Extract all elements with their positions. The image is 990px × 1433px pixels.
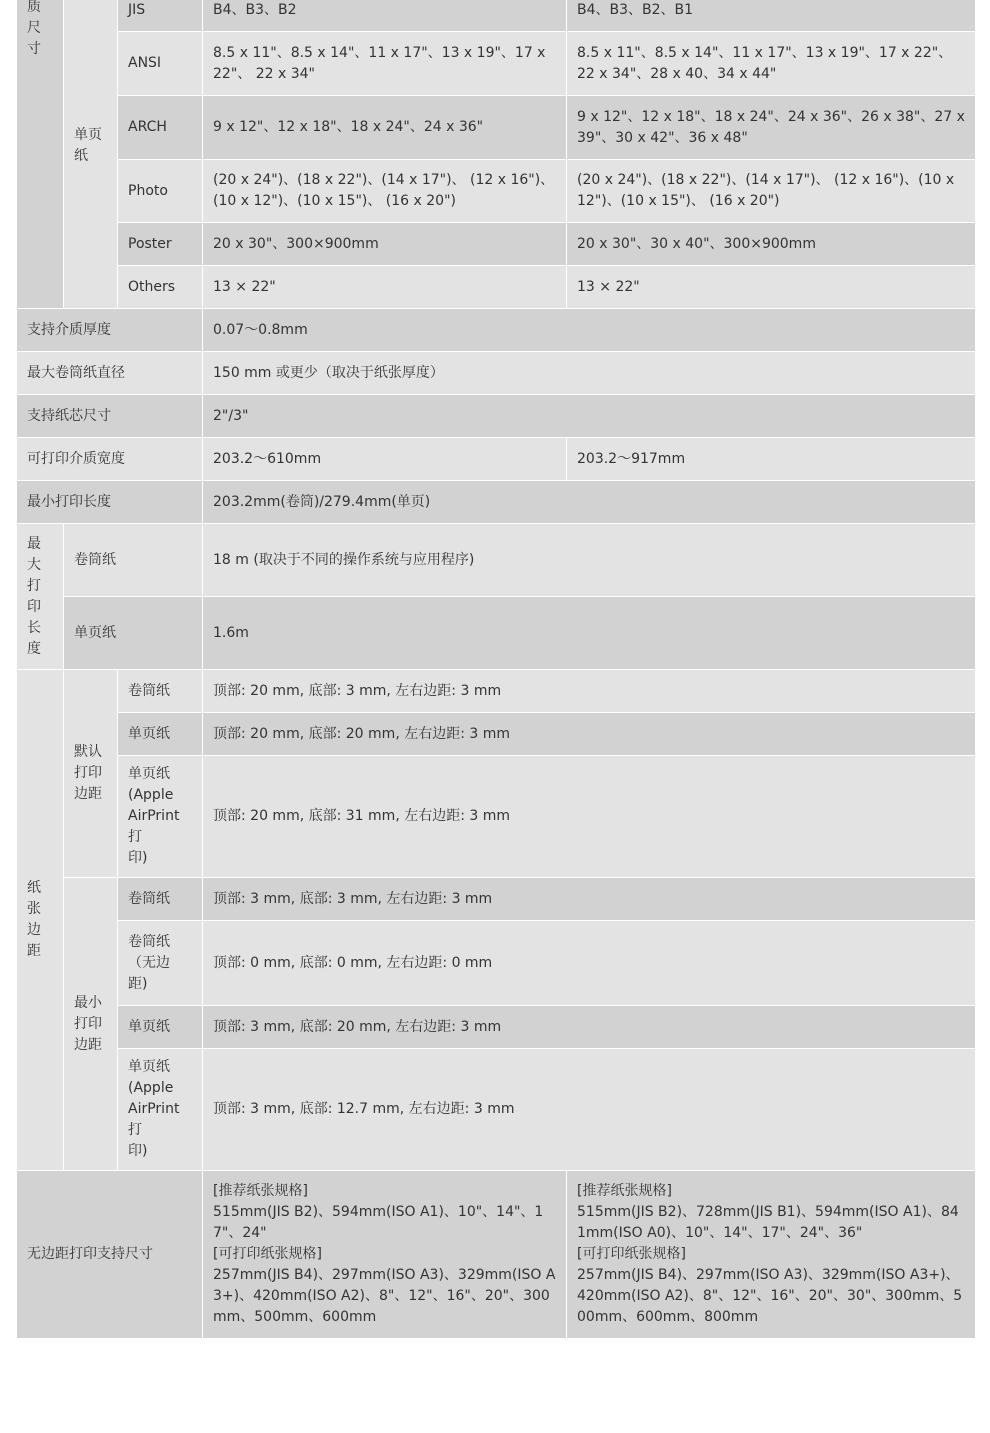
row-label-max-roll: 卷筒纸	[64, 524, 203, 597]
cell-max-roll: 18 m (取决于不同的操作系统与应用程序)	[203, 524, 976, 597]
table-row	[17, 713, 976, 756]
row-label-max-sheet: 单页纸	[64, 597, 203, 670]
cell-default-airprint: 顶部: 20 mm, 底部: 31 mm, 左右边距: 3 mm	[203, 756, 976, 878]
cell-borderless-a: [推荐纸张规格] 515mm(JIS B2)、594mm(ISO A1)、10"、14"、17"、24" [可打印纸张规格] 257mm(JIS B4)、297mm(ISO A3)、329mm(ISO A3+)、420mm(ISO A2)、8"、12"、16"、20"、300mm、500mm、600mm	[203, 1171, 567, 1339]
row-label-ansi: ANSI	[118, 32, 203, 96]
table-row	[17, 524, 976, 597]
margins-category	[17, 670, 64, 1171]
cell-min-length: 203.2mm(卷筒)/279.4mm(单页)	[203, 481, 976, 524]
table-row	[17, 32, 976, 96]
cell-arch-b: 9 x 12"、12 x 18"、18 x 24"、24 x 36"、26 x 38"、27 x 39"、30 x 42"、36 x 48"	[567, 96, 976, 160]
sheet-subcategory	[64, 0, 118, 309]
table-row	[17, 160, 976, 223]
cell-jis-b: B4、B3、B2、B1	[567, 0, 976, 32]
row-label-arch: ARCH	[118, 96, 203, 160]
cell-max-sheet: 1.6m	[203, 597, 976, 670]
cell-jis-a: B4、B3、B2	[203, 0, 567, 32]
cell-core-size: 2"/3"	[203, 395, 976, 438]
table-row	[17, 1006, 976, 1049]
default-margins-label: 默认 打印 边距	[74, 744, 102, 802]
cell-ansi-a: 8.5 x 11"、8.5 x 14"、11 x 17"、13 x 19"、17 x 22"、 22 x 34"	[203, 32, 567, 96]
row-label-min-airprint: 单页纸 (Apple AirPrint打 印)	[118, 1049, 203, 1171]
cell-poster-b: 20 x 30"、30 x 40"、300×900mm	[567, 223, 976, 266]
cell-borderless-b: [推荐纸张规格] 515mm(JIS B2)、728mm(JIS B1)、594mm(ISO A1)、841mm(ISO A0)、10"、14"、17"、24"、36" [可打印纸张规格] 257mm(JIS B4)、297mm(ISO A3)、329mm(ISO A3+)、420mm(ISO A2)、8"、12"、16"、20"、30"、300mm、500mm、600mm、800mm	[567, 1171, 976, 1339]
table-row	[17, 438, 976, 481]
cell-poster-a: 20 x 30"、300×900mm	[203, 223, 567, 266]
cell-photo-a: (20 x 24")、(18 x 22")、(14 x 17")、 (12 x 16")、(10 x 12")、(10 x 15")、 (16 x 20")	[203, 160, 567, 223]
row-label-poster: Poster	[118, 223, 203, 266]
table-row	[17, 1171, 976, 1339]
row-label-default-roll: 卷筒纸	[118, 670, 203, 713]
table-row	[17, 0, 976, 32]
cell-arch-a: 9 x 12"、12 x 18"、18 x 24"、24 x 36"	[203, 96, 567, 160]
cell-roll-diameter: 150 mm 或更少（取决于纸张厚度）	[203, 352, 976, 395]
default-margins-subcategory	[64, 670, 118, 878]
cell-thickness: 0.07～0.8mm	[203, 309, 976, 352]
table-row	[17, 1049, 976, 1171]
table-row	[17, 878, 976, 921]
margins-label: 纸 张 边 距	[27, 880, 41, 959]
cell-default-roll: 顶部: 20 mm, 底部: 3 mm, 左右边距: 3 mm	[203, 670, 976, 713]
media-size-label: 质 尺 寸	[27, 0, 41, 57]
max-length-category	[17, 524, 64, 670]
row-label-default-airprint: 单页纸 (Apple AirPrint打 印)	[118, 756, 203, 878]
table-row	[17, 756, 976, 878]
table-row	[17, 96, 976, 160]
cell-others-a: 13 × 22"	[203, 266, 567, 309]
table-row	[17, 481, 976, 524]
cell-others-b: 13 × 22"	[567, 266, 976, 309]
cell-print-width-b: 203.2～917mm	[567, 438, 976, 481]
table-row	[17, 597, 976, 670]
cell-default-sheet: 顶部: 20 mm, 底部: 20 mm, 左右边距: 3 mm	[203, 713, 976, 756]
sheet-label: 单页 纸	[74, 126, 102, 164]
cell-min-roll-borderless: 顶部: 0 mm, 底部: 0 mm, 左右边距: 0 mm	[203, 921, 976, 1006]
row-label-print-width: 可打印介质宽度	[17, 438, 203, 481]
table-row	[17, 309, 976, 352]
cell-print-width-a: 203.2～610mm	[203, 438, 567, 481]
row-label-borderless: 无边距打印支持尺寸	[17, 1171, 203, 1339]
min-margins-label: 最小 打印 边距	[74, 994, 102, 1053]
cell-ansi-b: 8.5 x 11"、8.5 x 14"、11 x 17"、13 x 19"、17 x 22"、 22 x 34"、28 x 40、34 x 44"	[567, 32, 976, 96]
row-label-roll-diameter: 最大卷筒纸直径	[17, 352, 203, 395]
cell-min-roll: 顶部: 3 mm, 底部: 3 mm, 左右边距: 3 mm	[203, 878, 976, 921]
row-label-default-sheet: 单页纸	[118, 713, 203, 756]
row-label-min-roll: 卷筒纸	[118, 878, 203, 921]
row-label-others: Others	[118, 266, 203, 309]
row-label-min-roll-borderless: 卷筒纸 （无边 距)	[118, 921, 203, 1006]
media-size-category	[17, 0, 64, 309]
row-label-jis: JIS	[118, 0, 203, 32]
row-label-thickness: 支持介质厚度	[17, 309, 203, 352]
table-row	[17, 670, 976, 713]
table-row	[17, 921, 976, 1006]
spec-table	[16, 0, 976, 1339]
min-margins-subcategory	[64, 878, 118, 1171]
row-label-min-sheet: 单页纸	[118, 1006, 203, 1049]
table-row	[17, 352, 976, 395]
row-label-photo: Photo	[118, 160, 203, 223]
table-row	[17, 395, 976, 438]
row-label-min-length: 最小打印长度	[17, 481, 203, 524]
cell-min-sheet: 顶部: 3 mm, 底部: 20 mm, 左右边距: 3 mm	[203, 1006, 976, 1049]
cell-photo-b: (20 x 24")、(18 x 22")、(14 x 17")、 (12 x 16")、(10 x 12")、(10 x 15")、 (16 x 20")	[567, 160, 976, 223]
row-label-core-size: 支持纸芯尺寸	[17, 395, 203, 438]
table-row	[17, 266, 976, 309]
table-row	[17, 223, 976, 266]
cell-min-airprint: 顶部: 3 mm, 底部: 12.7 mm, 左右边距: 3 mm	[203, 1049, 976, 1171]
max-length-label: 最 大 打 印 长 度	[27, 535, 41, 657]
